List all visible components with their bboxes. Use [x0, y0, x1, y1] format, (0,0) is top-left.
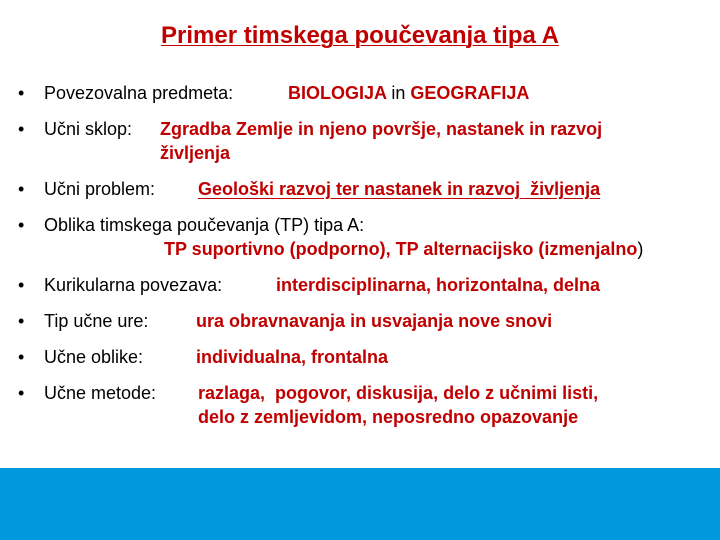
value-metode-line2: delo z zemljevidom, neposredno opazovanje	[198, 407, 579, 427]
value-sklop-line2: življenja	[160, 143, 231, 163]
label-tip: Tip učne ure:	[44, 311, 149, 331]
slide-title: Primer timskega poučevanja tipa A	[161, 22, 559, 49]
label-problem: Učni problem:	[44, 179, 156, 199]
label-oblika: Oblika timskega poučevanja (TP) tipa A:	[44, 215, 365, 235]
value-oblike: individualna, frontalna	[196, 347, 389, 367]
bullet-dot: •	[18, 311, 25, 331]
label-sklop: Učni sklop:	[44, 119, 133, 139]
value-geografija: GEOGRAFIJA	[410, 83, 530, 103]
value-oblika-closing: )	[637, 239, 644, 259]
value-connector: in	[391, 83, 406, 103]
bullet-dot: •	[18, 83, 25, 103]
label-povezovalna: Povezovalna predmeta:	[44, 83, 234, 103]
label-kurikularna: Kurikularna povezava:	[44, 275, 223, 295]
bullet-dot: •	[18, 347, 25, 367]
value-metode-line1: razlaga, pogovor, diskusija, delo z učnimi listi,	[198, 383, 599, 403]
value-sklop-line1: Zgradba Zemlje in njeno površje, nastanek in razvoj	[160, 119, 603, 139]
value-oblika-text: TP suportivno (podporno), TP alternacijsko (izmenjalno	[164, 239, 638, 259]
value-povezovalna	[288, 82, 529, 104]
value-biologija: BIOLOGIJA	[288, 83, 387, 103]
value-kurikularna: interdisciplinarna, horizontalna, delna	[276, 275, 601, 295]
label-oblike: Učne oblike:	[44, 347, 144, 367]
bullet-dot: •	[18, 275, 25, 295]
value-oblika	[164, 238, 643, 260]
label-metode: Učne metode:	[44, 383, 157, 403]
value-tip: ura obravnavanja in usvajanja nove snovi	[196, 311, 553, 331]
bullet-dot: •	[18, 383, 25, 403]
bullet-dot: •	[18, 119, 25, 139]
value-problem: Geološki razvoj ter nastanek in razvoj življenja	[198, 179, 601, 199]
bullet-dot: •	[18, 215, 25, 235]
bullet-dot: •	[18, 179, 25, 199]
footer-bar	[0, 468, 720, 540]
